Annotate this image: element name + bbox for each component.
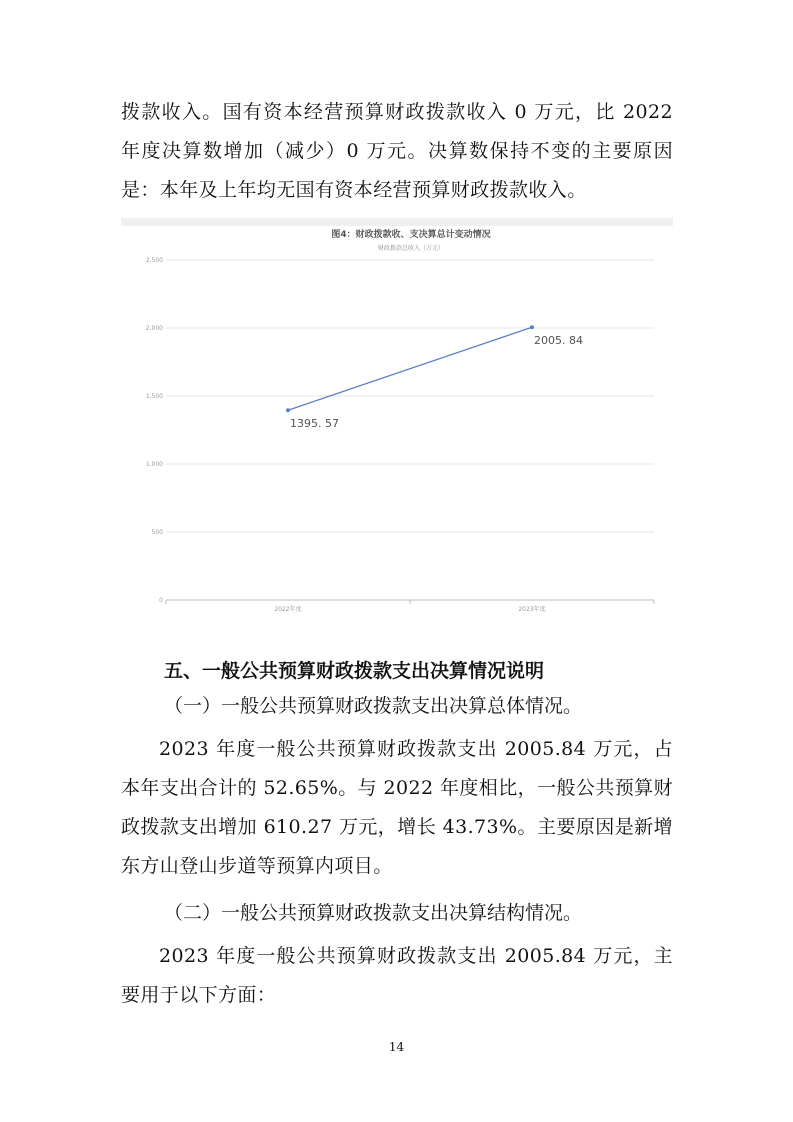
- x-tick-label: 2023年度: [518, 606, 546, 613]
- paragraph-structure: 2023 年度一般公共预算财政拨款支出 2005.84 万元，主要用于以下方面：: [121, 945, 673, 1006]
- y-tick-label: 1,500: [145, 393, 163, 400]
- y-tick-label: 500: [151, 529, 163, 536]
- data-label: 2005. 84: [534, 334, 583, 348]
- y-tick-label: 1,000: [145, 461, 163, 468]
- data-point: [286, 408, 290, 412]
- chart-subtitle: 财政拨款总收入（万元）: [377, 245, 445, 252]
- chart-series: [286, 325, 583, 430]
- data-label: 1395. 57: [290, 417, 339, 431]
- section-heading-5: 五、一般公共预算财政拨款支出决算情况说明: [164, 660, 545, 682]
- page-number: 14: [388, 1040, 405, 1054]
- paragraph-intro: 拨款收入。国有资本经营预算财政拨款收入 0 万元，比 2022 年度决算数增加（减少）0 万元。决算数保持不变的主要原因是：本年及上年均无国有资本经营预算财政拨款收入。: [121, 101, 673, 201]
- subheading-1: （一）一般公共预算财政拨款支出决算总体情况。: [164, 695, 583, 717]
- y-axis-ticks: [146, 257, 163, 604]
- series-line: [288, 327, 532, 410]
- paragraph-overall: 2023 年度一般公共预算财政拨款支出 2005.84 万元，占本年支出合计的 52.65%。与 2022 年度相比，一般公共预算财政拨款支出增加 610.27 万元，增长 43.73%。主要原因是新增东方山登山步道等预算内项目。: [121, 738, 673, 877]
- chart-container: [121, 218, 673, 618]
- chart-header-band: [121, 218, 673, 226]
- y-tick-label: 0: [159, 597, 163, 604]
- line-chart: [121, 218, 673, 618]
- chart-title: 图4：财政拨款收、支决算总计变动情况: [331, 230, 491, 240]
- x-axis-ticks: [166, 600, 654, 613]
- y-tick-label: 2,000: [145, 325, 163, 332]
- x-tick-label: 2022年度: [274, 606, 302, 613]
- subheading-2: （二）一般公共预算财政拨款支出决算结构情况。: [164, 902, 583, 924]
- chart-grid: [166, 260, 654, 600]
- y-tick-label: 2,500: [145, 257, 163, 264]
- data-point: [530, 325, 534, 329]
